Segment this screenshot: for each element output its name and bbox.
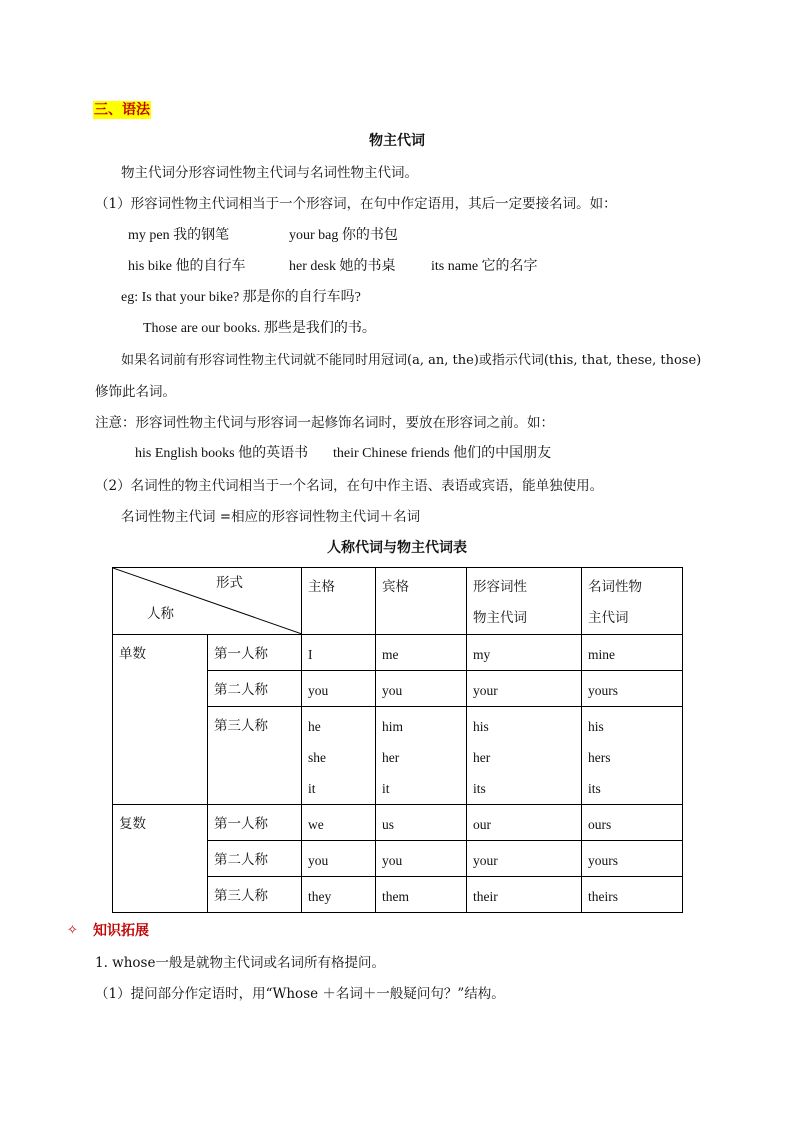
cell-line: it: [308, 781, 316, 796]
person-cell: [208, 841, 302, 877]
cell-line: we: [308, 817, 324, 832]
pronoun-cell: [467, 841, 582, 877]
cell-line: yours: [588, 853, 618, 868]
person-label: 第三人称: [214, 718, 268, 734]
pronoun-cell: [467, 877, 582, 913]
person-label: 第三人称: [214, 888, 268, 904]
cell-line: you: [382, 853, 403, 868]
cell-line: I: [308, 647, 313, 662]
person-label: 第二人称: [214, 852, 268, 868]
diagonal-divider: [113, 568, 302, 634]
cell-line: she: [308, 750, 326, 765]
point-2: （2）名词性的物主代词相当于一个名词，在句中作主语、表语或宾语，能单独使用。: [95, 478, 604, 494]
cell-line: our: [473, 817, 491, 832]
person-label: 第一人称: [214, 816, 268, 832]
person-cell: [208, 671, 302, 707]
cell-line: ours: [588, 817, 612, 832]
topic-title: 物主代词: [369, 133, 425, 149]
pronoun-cell: [302, 707, 376, 805]
pronoun-cell: [376, 841, 467, 877]
number-label-cell: [113, 635, 208, 805]
rule-line-2: 修饰此名词。: [95, 384, 176, 400]
cell-line: his: [473, 719, 489, 734]
cell-line: he: [308, 719, 321, 734]
table-row: [113, 805, 683, 841]
point-1: （1）形容词性物主代词相当于一个形容词，在句中作定语用，其后一定要接名词。如：: [95, 196, 617, 212]
pronoun-cell: [302, 635, 376, 671]
table-title: 人称代词与物主代词表: [327, 540, 467, 556]
cell-line: you: [382, 683, 403, 698]
cell-line: 名词性物: [588, 579, 642, 595]
example-her-desk: her desk 她的书桌: [289, 259, 396, 274]
cell-line: them: [382, 889, 409, 904]
corner-label-person: 人称: [147, 606, 174, 622]
cell-line: 主代词: [588, 610, 629, 626]
extension-marker: ✧: [67, 923, 78, 938]
example-my-pen: my pen 我的钢笔: [128, 228, 230, 243]
pronoun-cell: [467, 707, 582, 805]
person-cell: [208, 877, 302, 913]
intro-text: 物主代词分形容词性物主代词与名词性物主代词。: [121, 165, 418, 181]
pronoun-cell: [376, 707, 467, 805]
cell-line: its: [473, 781, 486, 796]
pronoun-cell: [582, 877, 683, 913]
cell-line: its: [588, 781, 601, 796]
person-cell: [208, 805, 302, 841]
extension-item-1: 1. whose一般是就物主代词或名词所有格提问。: [95, 955, 385, 971]
column-header: [376, 568, 467, 635]
number-label-cell: [113, 805, 208, 913]
table-corner-cell: [113, 568, 302, 635]
note-example-1: his English books 他的英语书: [135, 446, 309, 461]
pronoun-cell: [582, 707, 683, 805]
cell-line: their: [473, 889, 498, 904]
pronoun-cell: [302, 877, 376, 913]
pronoun-cell: [582, 805, 683, 841]
pronoun-table: [112, 567, 683, 913]
column-header: [582, 568, 683, 635]
corner-label-form: 形式: [216, 575, 243, 591]
pronoun-cell: [467, 805, 582, 841]
example-its-name: its name 它的名字: [431, 259, 538, 274]
cell-line: him: [382, 719, 404, 734]
cell-line: 宾格: [382, 579, 409, 595]
cell-line: 主格: [308, 579, 335, 595]
cell-line: your: [473, 683, 498, 698]
cell-line: hers: [588, 750, 611, 765]
pronoun-cell: [467, 635, 582, 671]
number-label: 复数: [119, 816, 146, 832]
cell-line: his: [588, 719, 604, 734]
pronoun-cell: [467, 671, 582, 707]
pronoun-cell: [376, 805, 467, 841]
note-text: 注意：形容词性物主代词与形容词一起修饰名词时，要放在形容词之前。如：: [95, 415, 554, 431]
extension-item-1-1: （1）提问部分作定语时，用“Whose ＋名词＋一般疑问句？”结构。: [95, 986, 505, 1002]
person-cell: [208, 707, 302, 805]
cell-line: me: [382, 647, 399, 662]
section-title: 三、语法: [94, 102, 150, 118]
pronoun-cell: [582, 635, 683, 671]
person-label: 第一人称: [214, 646, 268, 662]
cell-line: your: [473, 853, 498, 868]
column-header: [467, 568, 582, 635]
pronoun-cell: [376, 877, 467, 913]
cell-line: us: [382, 817, 395, 832]
extension-title: 知识拓展: [93, 923, 149, 939]
pronoun-cell: [376, 671, 467, 707]
cell-line: yours: [588, 683, 618, 698]
pronoun-cell: [376, 635, 467, 671]
cell-line: they: [308, 889, 332, 904]
cell-line: her: [382, 750, 400, 765]
cell-line: it: [382, 781, 390, 796]
pronoun-cell: [582, 671, 683, 707]
pronoun-cell: [302, 671, 376, 707]
cell-line: my: [473, 647, 491, 662]
formula: 名词性物主代词 =相应的形容词性物主代词＋名词: [121, 509, 421, 525]
example-his-bike: his bike 他的自行车: [128, 259, 246, 274]
eg-sentence-1: eg: Is that your bike? 那是你的自行车吗?: [121, 290, 361, 305]
cell-line: theirs: [588, 889, 618, 904]
person-cell: [208, 635, 302, 671]
example-your-bag: your bag 你的书包: [289, 228, 398, 243]
cell-line: you: [308, 853, 329, 868]
note-example-2: their Chinese friends 他们的中国朋友: [333, 446, 552, 461]
table-row: [113, 635, 683, 671]
cell-line: 物主代词: [473, 610, 527, 626]
person-label: 第二人称: [214, 682, 268, 698]
number-label: 单数: [119, 646, 146, 662]
rule-line-1: 如果名词前有形容词性物主代词就不能同时用冠词(a, an, the)或指示代词(this, that, these, those): [121, 353, 702, 368]
pronoun-cell: [302, 841, 376, 877]
pronoun-cell: [302, 805, 376, 841]
eg-sentence-2: Those are our books. 那些是我们的书。: [143, 321, 376, 336]
cell-line: her: [473, 750, 491, 765]
cell-line: you: [308, 683, 329, 698]
column-header: [302, 568, 376, 635]
pronoun-cell: [582, 841, 683, 877]
table-header-row: [113, 568, 683, 635]
cell-line: 形容词性: [473, 579, 527, 595]
cell-line: mine: [588, 647, 615, 662]
